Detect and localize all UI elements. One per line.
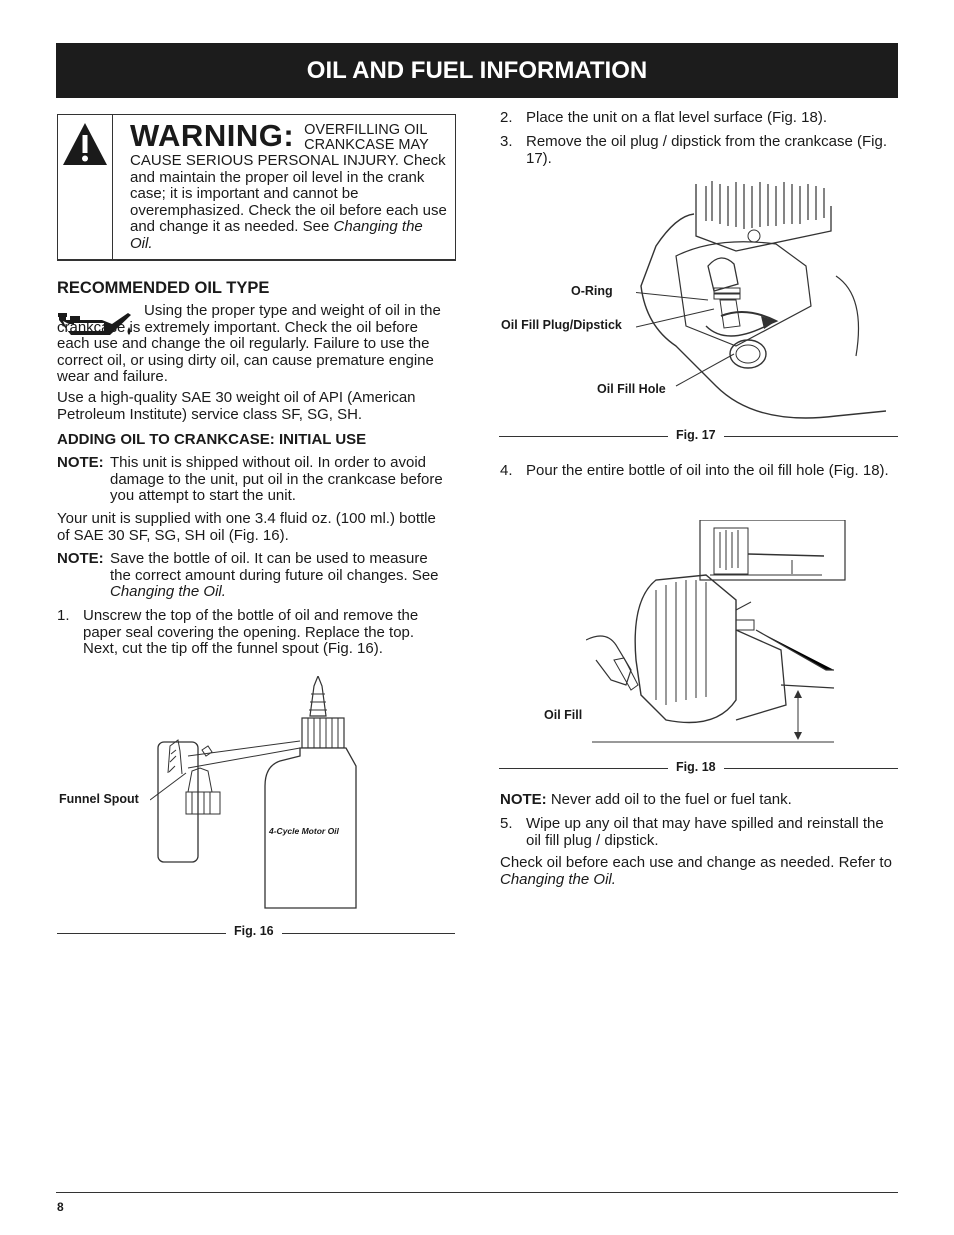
adding-oil-heading: ADDING OIL TO CRANKCASE: INITIAL USE	[57, 431, 367, 448]
warning-ref: Changing the Oil.	[130, 218, 423, 252]
fig16-bottle-label: 4-Cycle Motor Oil	[269, 826, 339, 836]
warning-text	[130, 118, 446, 153]
page-title-banner	[56, 43, 898, 98]
step-number: 2.	[500, 109, 513, 126]
note-save-bottle	[57, 551, 449, 601]
warning-triangle-icon	[58, 115, 112, 259]
supplied-bottle-text: Your unit is supplied with one 3.4 fluid oz. (100 ml.) bottle of SAE 30 SF, SG, SH oil (Fig. 16).	[57, 510, 436, 544]
warning-caps-2: CAUSE SERIOUS PERSONAL INJURY.	[130, 152, 399, 169]
fig18-caption: Fig. 18	[668, 760, 724, 774]
oil-type-para2: Use a high-quality SAE 30 weight oil of API (American Petroleum Institute) service class SF, SG, SH.	[57, 389, 416, 423]
oil-type-heading: RECOMMENDED OIL TYPE	[57, 279, 270, 297]
step-text: Remove the oil plug / dipstick from the crankcase (Fig. 17).	[526, 133, 887, 167]
note-text-body: Save the bottle of oil. It can be used to measure the correct amount during future oil changes. See	[110, 550, 439, 584]
step-5	[500, 816, 898, 849]
page-title: OIL AND FUEL INFORMATION	[306, 56, 648, 84]
fig17-callout-plug: Oil Fill Plug/Dipstick	[501, 318, 622, 332]
closing-body: Check oil before each use and change as needed. Refer to	[500, 854, 892, 871]
step-text: Wipe up any oil that may have spilled and reinstall the oil fill plug / dipstick.	[526, 815, 884, 849]
fig17-illustration	[636, 176, 886, 426]
step-number: 1.	[57, 607, 70, 624]
warning-body	[130, 153, 448, 252]
note-text	[110, 551, 449, 601]
note-label: NOTE:	[500, 791, 547, 808]
fig16-illustration	[150, 676, 360, 911]
warning-body-text: Check and maintain the proper oil level in the crank case; it is important and cannot be overemphasized. Check the oil before each use and change it as needed. See	[130, 152, 447, 235]
step-1	[57, 608, 449, 658]
closing-ref: Changing the Oil.	[500, 870, 616, 888]
fig18-callout-oil-fill: Oil Fill	[544, 708, 583, 722]
warning-box	[57, 114, 456, 261]
note-text: This unit is shipped without oil. In order to avoid damage to the unit, put oil in the crankcase before you attempt to start the unit.	[110, 454, 443, 504]
step-number: 5.	[500, 815, 513, 832]
closing-text	[500, 855, 898, 888]
oil-type-para1: Using the proper type and weight of oil in the crankcase is extremely important. Check the oil before each use and change the oil regularly. Failure to use the correct oil, or using dirty oil, can cause premature engine wear and failure.	[57, 302, 441, 385]
page-number: 8	[57, 1200, 64, 1214]
note-shipped-without-oil	[57, 455, 449, 505]
step-text: Pour the entire bottle of oil into the oil fill hole (Fig. 18).	[526, 462, 889, 479]
step-4	[500, 463, 898, 480]
note-text: Never add oil to the fuel or fuel tank.	[550, 791, 792, 808]
step-3	[500, 134, 898, 167]
note-label: NOTE:	[57, 454, 104, 471]
fig17-callout-hole: Oil Fill Hole	[597, 382, 666, 396]
note-never-add-oil	[500, 792, 898, 809]
step-text: Place the unit on a flat level surface (Fig. 18).	[526, 109, 827, 126]
footer-rule	[56, 1192, 898, 1193]
fig17-caption: Fig. 17	[668, 428, 724, 442]
warning-caps: OVERFILLING OIL CRANKCASE MAY	[304, 122, 429, 153]
step-number: 4.	[500, 462, 513, 479]
warning-title: WARNING:	[130, 118, 295, 153]
fig16-caption: Fig. 16	[226, 924, 282, 938]
note-label: NOTE:	[57, 550, 104, 567]
step-number: 3.	[500, 133, 513, 150]
fig16-callout-funnel-spout: Funnel Spout	[59, 792, 139, 806]
step-text: Unscrew the top of the bottle of oil and remove the paper seal covering the opening. Replace the top. Next, cut the tip off the funnel spout (Fig. 16).	[83, 607, 419, 657]
fig17-callout-oring: O-Ring	[571, 284, 613, 298]
step-2	[500, 110, 898, 127]
fig18-illustration	[586, 520, 848, 750]
note-ref: Changing the Oil.	[110, 583, 226, 600]
warning-icon-column	[58, 115, 113, 259]
